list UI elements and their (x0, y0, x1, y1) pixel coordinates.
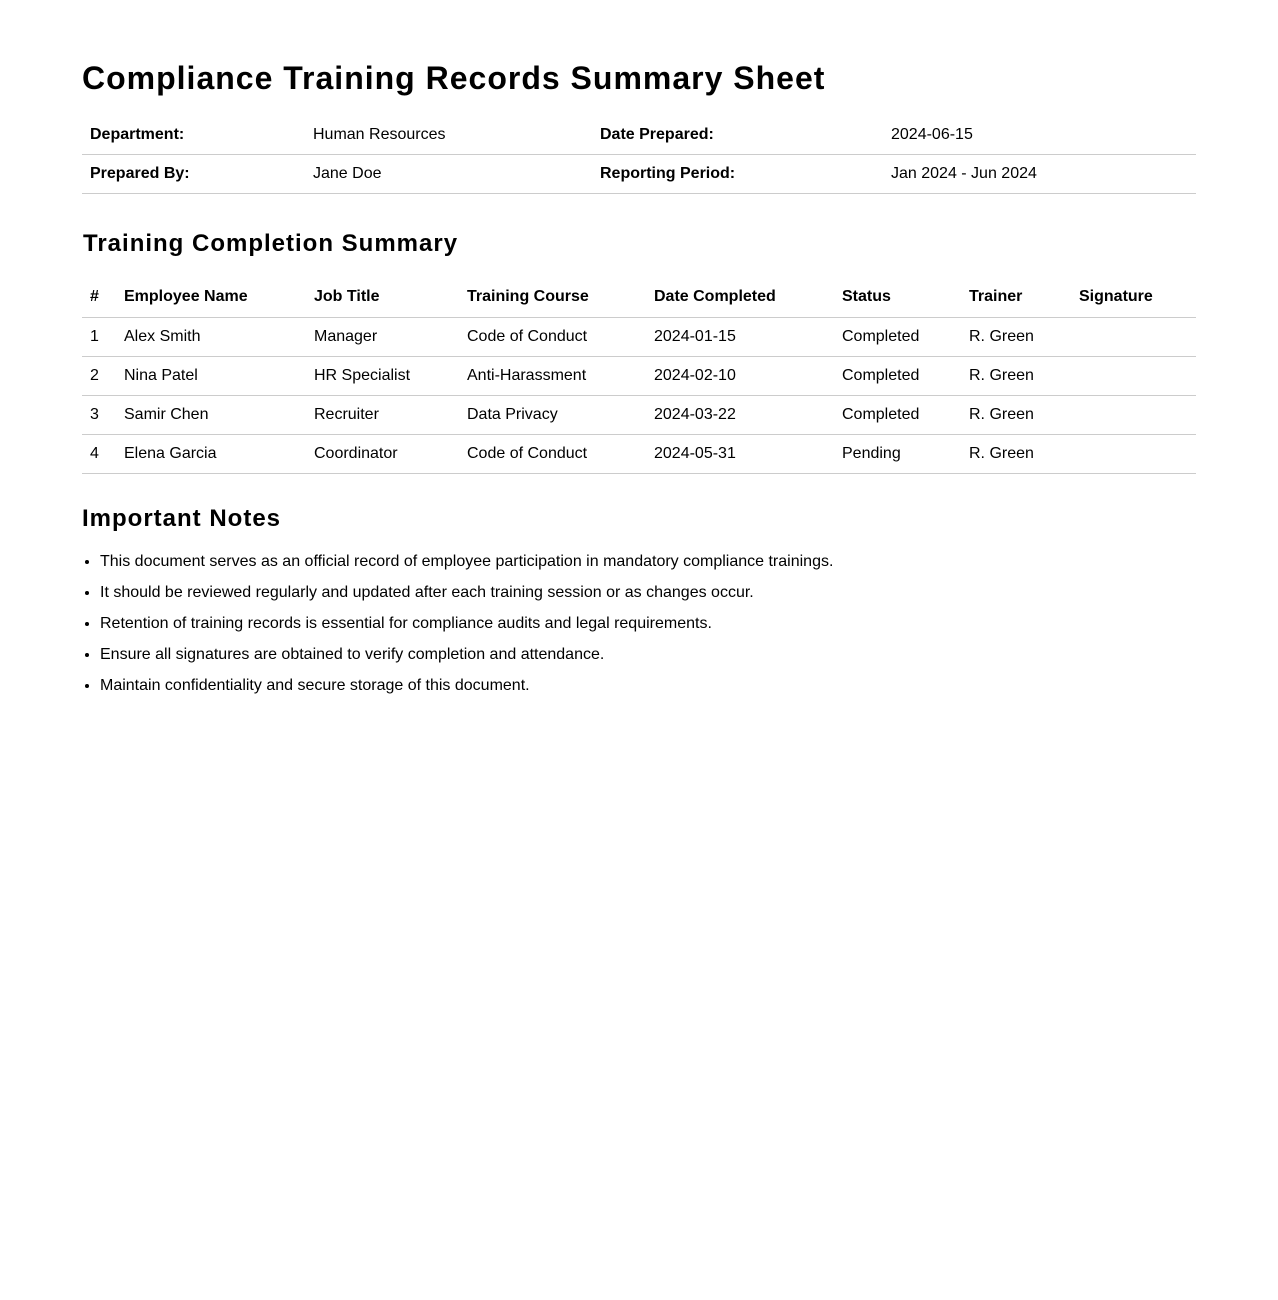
reporting-period-value: Jan 2024 - Jun 2024 (883, 155, 1196, 194)
cell-trainer: R. Green (961, 435, 1071, 474)
table-row (82, 435, 1196, 474)
cell-employee-name: Alex Smith (116, 318, 306, 357)
cell-signature (1071, 435, 1196, 474)
cell-date-completed: 2024-02-10 (646, 357, 834, 396)
cell-status: Completed (834, 357, 961, 396)
table-header-row (82, 277, 1196, 318)
cell-trainer: R. Green (961, 357, 1071, 396)
table-row (82, 357, 1196, 396)
list-item: • This document serves as an official record of employee participation in mandatory compliance trainings. (100, 552, 1196, 571)
notes-section-heading: Important Notes (82, 505, 282, 532)
meta-row (82, 116, 1196, 155)
date-prepared-value: 2024-06-15 (883, 116, 1196, 155)
list-item: • Retention of training records is essential for compliance audits and legal requirements. (100, 614, 1196, 633)
cell-status: Pending (834, 435, 961, 474)
column-header-training-course: Training Course (459, 277, 646, 318)
column-header-trainer: Trainer (961, 277, 1071, 318)
column-header-status: Status (834, 277, 961, 318)
cell-training-course: Code of Conduct (459, 435, 646, 474)
column-header-date-completed: Date Completed (646, 277, 834, 318)
cell-job-title: HR Specialist (306, 357, 459, 396)
cell-number: 1 (82, 318, 116, 357)
cell-status: Completed (834, 318, 961, 357)
cell-status: Completed (834, 396, 961, 435)
cell-employee-name: Nina Patel (116, 357, 306, 396)
table-row (82, 318, 1196, 357)
cell-employee-name: Elena Garcia (116, 435, 306, 474)
column-header-job-title: Job Title (306, 277, 459, 318)
column-header-number: # (82, 277, 116, 318)
cell-signature (1071, 318, 1196, 357)
cell-training-course: Anti-Harassment (459, 357, 646, 396)
cell-date-completed: 2024-01-15 (646, 318, 834, 357)
date-prepared-label: Date Prepared: (592, 116, 883, 155)
document-meta-table (82, 116, 1196, 194)
cell-number: 4 (82, 435, 116, 474)
department-label: Department: (82, 116, 305, 155)
cell-training-course: Code of Conduct (459, 318, 646, 357)
cell-date-completed: 2024-05-31 (646, 435, 834, 474)
cell-signature (1071, 357, 1196, 396)
list-item: • It should be reviewed regularly and updated after each training session or as changes occur. (100, 583, 1196, 602)
meta-row (82, 155, 1196, 194)
cell-date-completed: 2024-03-22 (646, 396, 834, 435)
prepared-by-value: Jane Doe (305, 155, 592, 194)
list-item: • Maintain confidentiality and secure storage of this document. (100, 676, 1196, 695)
cell-job-title: Recruiter (306, 396, 459, 435)
reporting-period-label: Reporting Period: (592, 155, 883, 194)
cell-employee-name: Samir Chen (116, 396, 306, 435)
notes-list (82, 552, 1196, 695)
table-row (82, 396, 1196, 435)
column-header-employee-name: Employee Name (116, 277, 306, 318)
cell-trainer: R. Green (961, 318, 1071, 357)
cell-number: 3 (82, 396, 116, 435)
prepared-by-label: Prepared By: (82, 155, 305, 194)
cell-trainer: R. Green (961, 396, 1071, 435)
cell-signature (1071, 396, 1196, 435)
department-value: Human Resources (305, 116, 592, 155)
list-item: • Ensure all signatures are obtained to verify completion and attendance. (100, 645, 1196, 664)
training-table (82, 277, 1196, 474)
cell-job-title: Manager (306, 318, 459, 357)
page-title: Compliance Training Records Summary Sheet (82, 60, 826, 96)
cell-job-title: Coordinator (306, 435, 459, 474)
column-header-signature: Signature (1071, 277, 1196, 318)
training-section-heading: Training Completion Summary (83, 230, 459, 257)
cell-number: 2 (82, 357, 116, 396)
cell-training-course: Data Privacy (459, 396, 646, 435)
